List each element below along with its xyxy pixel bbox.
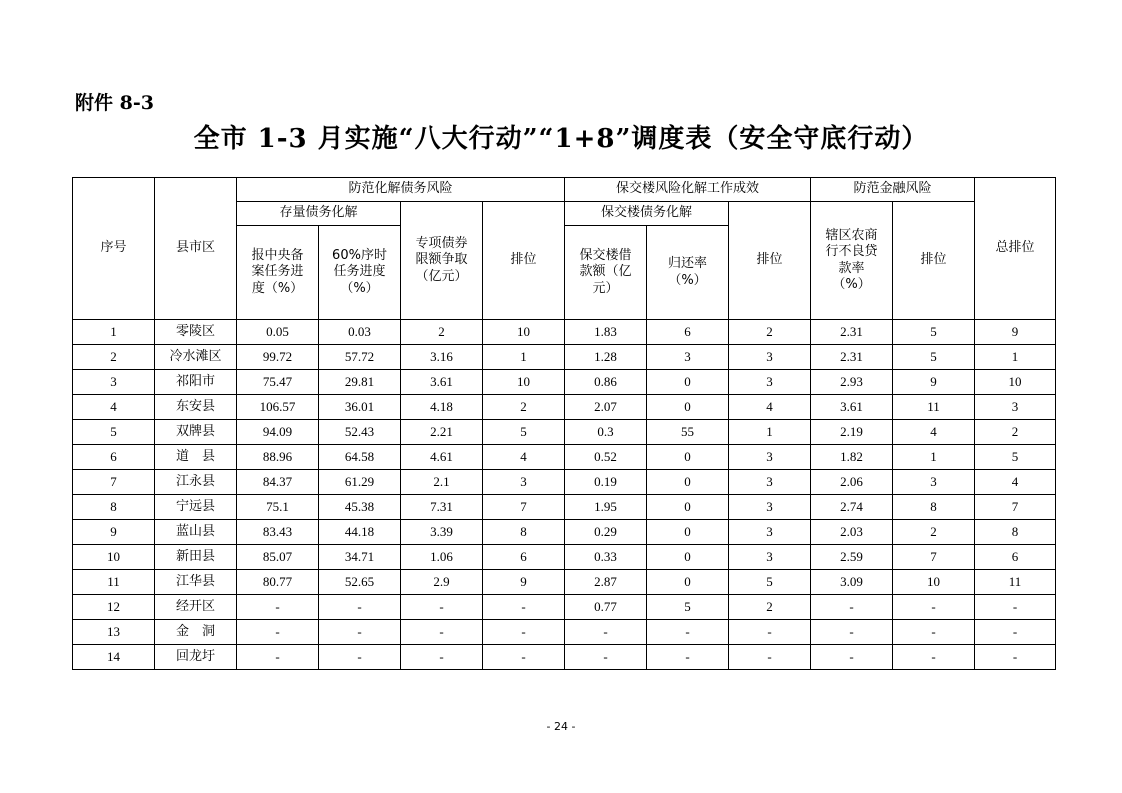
cell-time-progress: 0.03 bbox=[319, 320, 401, 345]
cell-report-progress: 88.96 bbox=[237, 445, 319, 470]
cell-loan-amount: 0.77 bbox=[565, 595, 647, 620]
cell-npl-rate: - bbox=[811, 620, 893, 645]
cell-county: 江永县 bbox=[155, 470, 237, 495]
cell-rank-3: 5 bbox=[893, 345, 975, 370]
cell-npl-rate: 3.61 bbox=[811, 395, 893, 420]
cell-loan-amount: 0.19 bbox=[565, 470, 647, 495]
cell-time-progress: 52.43 bbox=[319, 420, 401, 445]
cell-npl-rate: 2.19 bbox=[811, 420, 893, 445]
cell-county: 冷水滩区 bbox=[155, 345, 237, 370]
cell-rank-1: 9 bbox=[483, 570, 565, 595]
cell-special-bond: 2.9 bbox=[401, 570, 483, 595]
cell-total-rank: 6 bbox=[975, 545, 1056, 570]
cell-report-progress: 75.47 bbox=[237, 370, 319, 395]
cell-rank-1: - bbox=[483, 620, 565, 645]
cell-report-progress: - bbox=[237, 595, 319, 620]
cell-loan-amount: 1.83 bbox=[565, 320, 647, 345]
cell-time-progress: 29.81 bbox=[319, 370, 401, 395]
cell-time-progress: 52.65 bbox=[319, 570, 401, 595]
page-number: - 24 - bbox=[546, 720, 576, 733]
table-row bbox=[73, 645, 1056, 670]
cell-seq: 9 bbox=[73, 520, 155, 545]
cell-time-progress: 36.01 bbox=[319, 395, 401, 420]
cell-total-rank: 1 bbox=[975, 345, 1056, 370]
cell-total-rank: 3 bbox=[975, 395, 1056, 420]
cell-rank-2: 3 bbox=[729, 545, 811, 570]
cell-rank-2: 2 bbox=[729, 595, 811, 620]
cell-rank-1: 6 bbox=[483, 545, 565, 570]
cell-seq: 14 bbox=[73, 645, 155, 670]
cell-rank-1: 2 bbox=[483, 395, 565, 420]
cell-report-progress: - bbox=[237, 645, 319, 670]
cell-time-progress: 45.38 bbox=[319, 495, 401, 520]
cell-special-bond: - bbox=[401, 620, 483, 645]
cell-rank-3: 5 bbox=[893, 320, 975, 345]
cell-seq: 3 bbox=[73, 370, 155, 395]
cell-loan-amount: - bbox=[565, 620, 647, 645]
cell-county: 双牌县 bbox=[155, 420, 237, 445]
cell-rank-3: 4 bbox=[893, 420, 975, 445]
table-row bbox=[73, 445, 1056, 470]
cell-report-progress: 80.77 bbox=[237, 570, 319, 595]
cell-special-bond: 4.18 bbox=[401, 395, 483, 420]
cell-county: 新田县 bbox=[155, 545, 237, 570]
cell-county: 宁远县 bbox=[155, 495, 237, 520]
cell-special-bond: 2 bbox=[401, 320, 483, 345]
cell-time-progress: - bbox=[319, 595, 401, 620]
cell-npl-rate: 2.74 bbox=[811, 495, 893, 520]
cell-special-bond: 2.21 bbox=[401, 420, 483, 445]
cell-total-rank: 9 bbox=[975, 320, 1056, 345]
cell-county: 东安县 bbox=[155, 395, 237, 420]
cell-report-progress: 84.37 bbox=[237, 470, 319, 495]
header-report-progress: 报中央备案任务进度（%） bbox=[237, 226, 319, 320]
cell-rank-1: 5 bbox=[483, 420, 565, 445]
header-sub-housing-debt: 保交楼债务化解 bbox=[565, 202, 729, 226]
cell-seq: 8 bbox=[73, 495, 155, 520]
cell-rank-1: 4 bbox=[483, 445, 565, 470]
cell-rank-2: 3 bbox=[729, 520, 811, 545]
cell-rank-1: 10 bbox=[483, 320, 565, 345]
cell-npl-rate: 2.31 bbox=[811, 320, 893, 345]
cell-seq: 4 bbox=[73, 395, 155, 420]
cell-rank-2: - bbox=[729, 620, 811, 645]
cell-report-progress: 75.1 bbox=[237, 495, 319, 520]
cell-seq: 10 bbox=[73, 545, 155, 570]
cell-npl-rate: - bbox=[811, 645, 893, 670]
cell-time-progress: 61.29 bbox=[319, 470, 401, 495]
header-group-debt: 防范化解债务风险 bbox=[237, 178, 565, 202]
cell-rank-1: 10 bbox=[483, 370, 565, 395]
cell-special-bond: 3.39 bbox=[401, 520, 483, 545]
header-county: 县市区 bbox=[155, 178, 237, 320]
cell-repay-rate: 5 bbox=[647, 595, 729, 620]
cell-county: 金 洞 bbox=[155, 620, 237, 645]
cell-total-rank: 2 bbox=[975, 420, 1056, 445]
cell-county: 回龙圩 bbox=[155, 645, 237, 670]
header-repay-rate: 归还率（%） bbox=[647, 226, 729, 320]
cell-rank-2: 3 bbox=[729, 370, 811, 395]
cell-seq: 13 bbox=[73, 620, 155, 645]
cell-loan-amount: 0.33 bbox=[565, 545, 647, 570]
cell-total-rank: - bbox=[975, 620, 1056, 645]
cell-special-bond: 3.16 bbox=[401, 345, 483, 370]
cell-repay-rate: 0 bbox=[647, 495, 729, 520]
cell-time-progress: 64.58 bbox=[319, 445, 401, 470]
cell-county: 蓝山县 bbox=[155, 520, 237, 545]
attachment-label: 附件 8-3 bbox=[75, 92, 154, 114]
cell-time-progress: - bbox=[319, 620, 401, 645]
header-loan-amount: 保交楼借款额（亿元） bbox=[565, 226, 647, 320]
cell-seq: 7 bbox=[73, 470, 155, 495]
cell-total-rank: - bbox=[975, 645, 1056, 670]
cell-county: 祁阳市 bbox=[155, 370, 237, 395]
cell-rank-3: 9 bbox=[893, 370, 975, 395]
cell-npl-rate: 2.06 bbox=[811, 470, 893, 495]
cell-total-rank: 7 bbox=[975, 495, 1056, 520]
cell-repay-rate: 6 bbox=[647, 320, 729, 345]
cell-rank-3: 8 bbox=[893, 495, 975, 520]
cell-rank-3: - bbox=[893, 595, 975, 620]
cell-rank-1: 1 bbox=[483, 345, 565, 370]
cell-loan-amount: 0.3 bbox=[565, 420, 647, 445]
cell-report-progress: - bbox=[237, 620, 319, 645]
cell-loan-amount: 0.52 bbox=[565, 445, 647, 470]
cell-rank-3: 10 bbox=[893, 570, 975, 595]
cell-seq: 12 bbox=[73, 595, 155, 620]
cell-npl-rate: 1.82 bbox=[811, 445, 893, 470]
cell-repay-rate: 0 bbox=[647, 570, 729, 595]
cell-rank-2: 3 bbox=[729, 495, 811, 520]
cell-rank-2: 4 bbox=[729, 395, 811, 420]
cell-total-rank: 10 bbox=[975, 370, 1056, 395]
table-row bbox=[73, 595, 1056, 620]
header-time-progress: 60%序时任务进度（%） bbox=[319, 226, 401, 320]
cell-npl-rate: 2.93 bbox=[811, 370, 893, 395]
cell-rank-3: - bbox=[893, 620, 975, 645]
cell-repay-rate: 0 bbox=[647, 520, 729, 545]
cell-npl-rate: 2.03 bbox=[811, 520, 893, 545]
cell-npl-rate: - bbox=[811, 595, 893, 620]
cell-seq: 2 bbox=[73, 345, 155, 370]
header-rank-3: 排位 bbox=[893, 202, 975, 320]
cell-rank-1: 3 bbox=[483, 470, 565, 495]
cell-repay-rate: - bbox=[647, 645, 729, 670]
page-title: 全市 1-3 月实施“八大行动”“1+8”调度表（安全守底行动） bbox=[193, 124, 929, 154]
cell-special-bond: - bbox=[401, 595, 483, 620]
cell-npl-rate: 2.59 bbox=[811, 545, 893, 570]
cell-rank-2: 3 bbox=[729, 445, 811, 470]
cell-county: 经开区 bbox=[155, 595, 237, 620]
cell-special-bond: 4.61 bbox=[401, 445, 483, 470]
cell-repay-rate: 0 bbox=[647, 470, 729, 495]
table-row bbox=[73, 620, 1056, 645]
cell-rank-3: 1 bbox=[893, 445, 975, 470]
header-group-finance: 防范金融风险 bbox=[811, 178, 975, 202]
cell-rank-2: 3 bbox=[729, 345, 811, 370]
cell-total-rank: 4 bbox=[975, 470, 1056, 495]
header-sub-stock-debt: 存量债务化解 bbox=[237, 202, 401, 226]
table-row bbox=[73, 345, 1056, 370]
schedule-table bbox=[72, 177, 1056, 670]
cell-loan-amount: - bbox=[565, 645, 647, 670]
cell-special-bond: 2.1 bbox=[401, 470, 483, 495]
cell-special-bond: 1.06 bbox=[401, 545, 483, 570]
table-row bbox=[73, 320, 1056, 345]
cell-rank-1: 8 bbox=[483, 520, 565, 545]
cell-repay-rate: 55 bbox=[647, 420, 729, 445]
cell-rank-2: 3 bbox=[729, 470, 811, 495]
table-row bbox=[73, 570, 1056, 595]
cell-loan-amount: 1.95 bbox=[565, 495, 647, 520]
cell-repay-rate: 3 bbox=[647, 345, 729, 370]
header-seq: 序号 bbox=[73, 178, 155, 320]
header-special-bond: 专项债券限额争取（亿元） bbox=[401, 202, 483, 320]
cell-rank-3: 7 bbox=[893, 545, 975, 570]
cell-npl-rate: 2.31 bbox=[811, 345, 893, 370]
header-npl-rate: 辖区农商行不良贷款率（%） bbox=[811, 202, 893, 320]
cell-special-bond: 3.61 bbox=[401, 370, 483, 395]
cell-loan-amount: 1.28 bbox=[565, 345, 647, 370]
table-row bbox=[73, 420, 1056, 445]
cell-npl-rate: 3.09 bbox=[811, 570, 893, 595]
cell-loan-amount: 2.87 bbox=[565, 570, 647, 595]
table-row bbox=[73, 495, 1056, 520]
cell-repay-rate: 0 bbox=[647, 370, 729, 395]
cell-seq: 6 bbox=[73, 445, 155, 470]
cell-county: 江华县 bbox=[155, 570, 237, 595]
cell-total-rank: - bbox=[975, 595, 1056, 620]
cell-repay-rate: - bbox=[647, 620, 729, 645]
cell-rank-2: 5 bbox=[729, 570, 811, 595]
cell-report-progress: 0.05 bbox=[237, 320, 319, 345]
cell-report-progress: 106.57 bbox=[237, 395, 319, 420]
cell-rank-3: - bbox=[893, 645, 975, 670]
cell-loan-amount: 0.86 bbox=[565, 370, 647, 395]
cell-special-bond: 7.31 bbox=[401, 495, 483, 520]
cell-loan-amount: 2.07 bbox=[565, 395, 647, 420]
cell-time-progress: 44.18 bbox=[319, 520, 401, 545]
cell-report-progress: 94.09 bbox=[237, 420, 319, 445]
cell-total-rank: 8 bbox=[975, 520, 1056, 545]
cell-repay-rate: 0 bbox=[647, 545, 729, 570]
cell-total-rank: 11 bbox=[975, 570, 1056, 595]
cell-seq: 5 bbox=[73, 420, 155, 445]
cell-loan-amount: 0.29 bbox=[565, 520, 647, 545]
table-row bbox=[73, 370, 1056, 395]
header-rank-1: 排位 bbox=[483, 202, 565, 320]
cell-time-progress: 57.72 bbox=[319, 345, 401, 370]
cell-repay-rate: 0 bbox=[647, 445, 729, 470]
cell-special-bond: - bbox=[401, 645, 483, 670]
table-row bbox=[73, 520, 1056, 545]
cell-rank-1: - bbox=[483, 645, 565, 670]
cell-seq: 11 bbox=[73, 570, 155, 595]
cell-report-progress: 85.07 bbox=[237, 545, 319, 570]
table-row bbox=[73, 470, 1056, 495]
cell-rank-3: 2 bbox=[893, 520, 975, 545]
cell-total-rank: 5 bbox=[975, 445, 1056, 470]
cell-county: 道 县 bbox=[155, 445, 237, 470]
header-total-rank: 总排位 bbox=[975, 178, 1056, 320]
cell-time-progress: 34.71 bbox=[319, 545, 401, 570]
header-group-housing: 保交楼风险化解工作成效 bbox=[565, 178, 811, 202]
cell-rank-3: 3 bbox=[893, 470, 975, 495]
cell-rank-2: 1 bbox=[729, 420, 811, 445]
cell-rank-3: 11 bbox=[893, 395, 975, 420]
header-rank-2: 排位 bbox=[729, 202, 811, 320]
cell-report-progress: 99.72 bbox=[237, 345, 319, 370]
cell-report-progress: 83.43 bbox=[237, 520, 319, 545]
table-row bbox=[73, 395, 1056, 420]
table-body bbox=[73, 320, 1056, 670]
cell-repay-rate: 0 bbox=[647, 395, 729, 420]
cell-time-progress: - bbox=[319, 645, 401, 670]
cell-seq: 1 bbox=[73, 320, 155, 345]
cell-county: 零陵区 bbox=[155, 320, 237, 345]
cell-rank-2: - bbox=[729, 645, 811, 670]
cell-rank-1: 7 bbox=[483, 495, 565, 520]
cell-rank-1: - bbox=[483, 595, 565, 620]
table-row bbox=[73, 545, 1056, 570]
cell-rank-2: 2 bbox=[729, 320, 811, 345]
